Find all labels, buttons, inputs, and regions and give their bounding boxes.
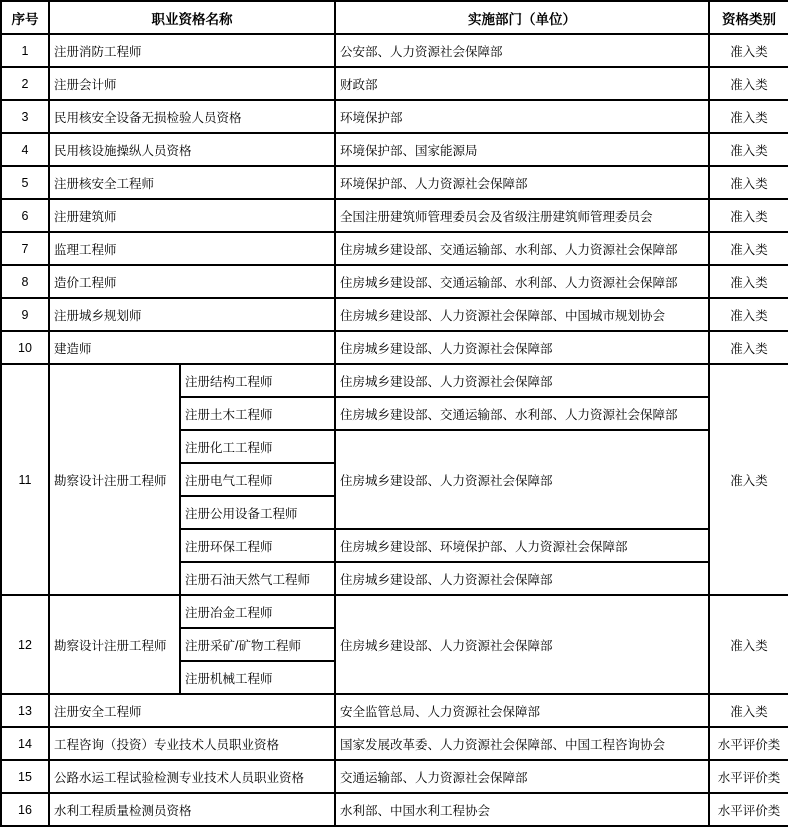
table-row <box>1 298 788 331</box>
category-cell: 水平评价类 <box>709 760 788 793</box>
table-row-group11 <box>1 364 788 397</box>
sub-qual-name-cell: 注册采矿/矿物工程师 <box>180 628 335 661</box>
row-no-cell: 2 <box>1 67 49 100</box>
sub-qual-name-cell: 注册电气工程师 <box>180 463 335 496</box>
sub-qual-name-cell: 注册化工工程师 <box>180 430 335 463</box>
sub-qual-name-cell: 注册公用设备工程师 <box>180 496 335 529</box>
header-no: 序号 <box>1 1 49 34</box>
row-no-cell: 8 <box>1 265 49 298</box>
row-no-cell: 15 <box>1 760 49 793</box>
row-no-cell: 16 <box>1 793 49 826</box>
row-no-cell: 7 <box>1 232 49 265</box>
header-dept: 实施部门（单位） <box>335 1 709 34</box>
row-no-cell: 4 <box>1 133 49 166</box>
table-row <box>1 265 788 298</box>
row-no-cell: 13 <box>1 694 49 727</box>
row-no-cell: 11 <box>1 364 49 595</box>
qual-name-cell: 水利工程质量检测员资格 <box>49 793 335 826</box>
qual-name-cell: 民用核设施操纵人员资格 <box>49 133 335 166</box>
category-cell: 准入类 <box>709 595 788 694</box>
qual-name-cell: 注册消防工程师 <box>49 34 335 67</box>
category-cell: 准入类 <box>709 100 788 133</box>
category-cell: 准入类 <box>709 232 788 265</box>
qual-name-cell: 监理工程师 <box>49 232 335 265</box>
table-row <box>1 331 788 364</box>
row-no-cell: 9 <box>1 298 49 331</box>
qual-name-cell: 注册会计师 <box>49 67 335 100</box>
dept-cell: 住房城乡建设部、人力资源社会保障部、中国城市规划协会 <box>335 298 709 331</box>
header-row <box>1 1 788 34</box>
category-cell: 准入类 <box>709 331 788 364</box>
dept-cell: 住房城乡建设部、人力资源社会保障部 <box>335 364 709 397</box>
table-row <box>1 793 788 826</box>
category-cell: 准入类 <box>709 265 788 298</box>
category-cell: 准入类 <box>709 67 788 100</box>
dept-cell-merged: 住房城乡建设部、人力资源社会保障部 <box>335 430 709 529</box>
table-row <box>1 727 788 760</box>
table-row <box>1 760 788 793</box>
row-no-cell: 5 <box>1 166 49 199</box>
category-cell: 准入类 <box>709 133 788 166</box>
table-row <box>1 34 788 67</box>
qual-name-cell: 工程咨询（投资）专业技术人员职业资格 <box>49 727 335 760</box>
category-cell: 准入类 <box>709 694 788 727</box>
table-row <box>1 166 788 199</box>
group-name-cell: 勘察设计注册工程师 <box>49 595 180 694</box>
dept-cell: 全国注册建筑师管理委员会及省级注册建筑师管理委员会 <box>335 199 709 232</box>
qual-name-cell: 造价工程师 <box>49 265 335 298</box>
header-qual-name: 职业资格名称 <box>49 1 335 34</box>
row-no-cell: 3 <box>1 100 49 133</box>
category-cell: 准入类 <box>709 34 788 67</box>
sub-qual-name-cell: 注册机械工程师 <box>180 661 335 694</box>
qual-name-cell: 建造师 <box>49 331 335 364</box>
dept-cell: 住房城乡建设部、交通运输部、水利部、人力资源社会保障部 <box>335 232 709 265</box>
qual-name-cell: 注册安全工程师 <box>49 694 335 727</box>
row-no-cell: 14 <box>1 727 49 760</box>
qual-name-cell: 注册核安全工程师 <box>49 166 335 199</box>
dept-cell: 环境保护部、人力资源社会保障部 <box>335 166 709 199</box>
table-row <box>1 232 788 265</box>
row-no-cell: 12 <box>1 595 49 694</box>
row-no-cell: 10 <box>1 331 49 364</box>
category-cell: 准入类 <box>709 298 788 331</box>
table-row <box>1 199 788 232</box>
dept-cell: 住房城乡建设部、人力资源社会保障部 <box>335 562 709 595</box>
category-cell: 准入类 <box>709 364 788 595</box>
group-name-cell: 勘察设计注册工程师 <box>49 364 180 595</box>
category-cell: 准入类 <box>709 199 788 232</box>
dept-cell: 环境保护部、国家能源局 <box>335 133 709 166</box>
row-no-cell: 1 <box>1 34 49 67</box>
dept-cell: 住房城乡建设部、交通运输部、水利部、人力资源社会保障部 <box>335 397 709 430</box>
category-cell: 水平评价类 <box>709 793 788 826</box>
dept-cell: 安全监管总局、人力资源社会保障部 <box>335 694 709 727</box>
dept-cell: 公安部、人力资源社会保障部 <box>335 34 709 67</box>
dept-cell: 环境保护部 <box>335 100 709 133</box>
dept-cell: 财政部 <box>335 67 709 100</box>
row-no-cell: 6 <box>1 199 49 232</box>
sub-qual-name-cell: 注册冶金工程师 <box>180 595 335 628</box>
qual-name-cell: 民用核安全设备无损检验人员资格 <box>49 100 335 133</box>
dept-cell: 国家发展改革委、人力资源社会保障部、中国工程咨询协会 <box>335 727 709 760</box>
dept-cell-merged: 住房城乡建设部、人力资源社会保障部 <box>335 595 709 694</box>
category-cell: 准入类 <box>709 166 788 199</box>
dept-cell: 交通运输部、人力资源社会保障部 <box>335 760 709 793</box>
qual-name-cell: 注册建筑师 <box>49 199 335 232</box>
table-row <box>1 133 788 166</box>
dept-cell: 住房城乡建设部、环境保护部、人力资源社会保障部 <box>335 529 709 562</box>
category-cell: 水平评价类 <box>709 727 788 760</box>
sub-qual-name-cell: 注册石油天然气工程师 <box>180 562 335 595</box>
dept-cell: 住房城乡建设部、交通运输部、水利部、人力资源社会保障部 <box>335 265 709 298</box>
sub-qual-name-cell: 注册环保工程师 <box>180 529 335 562</box>
sub-qual-name-cell: 注册土木工程师 <box>180 397 335 430</box>
table-row <box>1 100 788 133</box>
header-category: 资格类别 <box>709 1 788 34</box>
table-row <box>1 67 788 100</box>
qual-name-cell: 注册城乡规划师 <box>49 298 335 331</box>
dept-cell: 住房城乡建设部、人力资源社会保障部 <box>335 331 709 364</box>
dept-cell: 水利部、中国水利工程协会 <box>335 793 709 826</box>
sub-qual-name-cell: 注册结构工程师 <box>180 364 335 397</box>
qual-name-cell: 公路水运工程试验检测专业技术人员职业资格 <box>49 760 335 793</box>
table-row-group12 <box>1 595 788 628</box>
table-row <box>1 694 788 727</box>
